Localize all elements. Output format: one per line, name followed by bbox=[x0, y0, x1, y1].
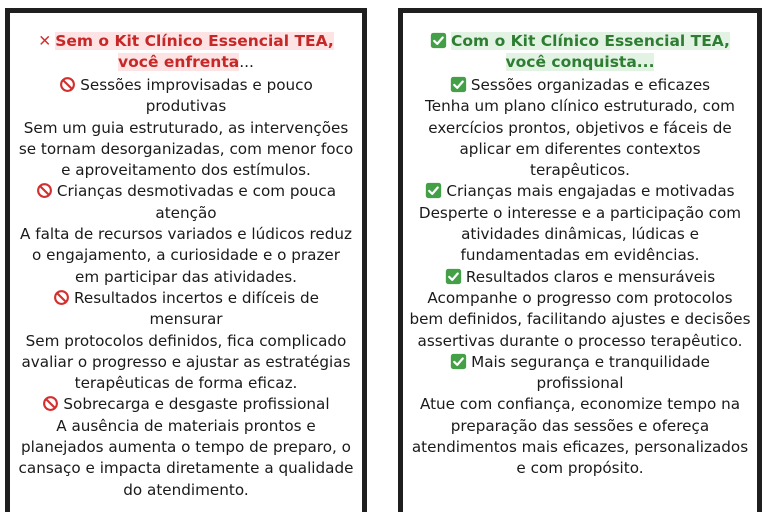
benefit-description: Atue com confiança, economize tempo na preparação das sessões e ofereça atendimentos mais eficazes, personalizados e com propósito. bbox=[411, 395, 749, 478]
benefit-item bbox=[409, 352, 751, 480]
benefit-item bbox=[409, 181, 751, 266]
benefit-description: Acompanhe o progresso com protocolos bem definidos, facilitando ajustes e decisões assertivas durante o processo terapêutico. bbox=[409, 288, 751, 350]
benefit-item bbox=[409, 267, 751, 352]
cross-mark-icon: ✕ bbox=[38, 32, 52, 50]
benefit-item bbox=[409, 75, 751, 181]
problem-description: A falta de recursos variados e lúdicos reduz o engajamento, a curiosidade e o prazer em participar das atividades. bbox=[20, 225, 352, 286]
benefit-description: Tenha um plano clínico estruturado, com exercícios prontos, objetivos e fáceis de aplicar em diferentes contextos terapêuticos. bbox=[425, 97, 735, 180]
problem-heading: Resultados incertos e difíceis de mensurar bbox=[74, 288, 319, 329]
problem-description: Sem um guia estruturado, as intervenções se tornam desorganizadas, com menor foco e aproveitamento dos estímulos. bbox=[18, 118, 354, 180]
problem-item bbox=[18, 394, 354, 500]
benefit-heading: Mais segurança e tranquilidade profissional bbox=[471, 352, 710, 393]
problem-heading: Crianças desmotivadas e com pouca atenção bbox=[56, 182, 337, 222]
check-box-icon bbox=[445, 268, 462, 285]
problem-description: Sem protocolos definidos, fica complicado avaliar o progresso e ajustar as estratégias terapêuticas de forma eficaz. bbox=[21, 331, 351, 393]
problems-title: ✕ Sem o Kit Clínico Essencial TEA, você enfrenta... bbox=[38, 32, 334, 71]
check-box-icon bbox=[425, 182, 442, 199]
check-box-icon bbox=[450, 353, 467, 370]
problem-description: A ausência de materiais prontos e planejados aumenta o tempo de preparo, o cansaço e impacta diretamente a qualidade do atendimento. bbox=[18, 416, 354, 499]
check-box-icon bbox=[430, 32, 447, 49]
benefit-heading: Crianças mais engajadas e motivadas bbox=[446, 182, 735, 201]
problem-heading: Sobrecarga e desgaste profissional bbox=[63, 395, 330, 414]
problem-item bbox=[18, 288, 354, 394]
problem-item bbox=[18, 181, 354, 287]
benefits-card bbox=[398, 8, 762, 512]
problem-heading: Sessões improvisadas e pouco produtivas bbox=[80, 76, 313, 116]
problems-card bbox=[5, 8, 367, 512]
prohibited-icon bbox=[36, 182, 53, 199]
benefit-heading: Resultados claros e mensuráveis bbox=[465, 267, 716, 286]
benefit-description: Desperte o interesse e a participação com atividades dinâmicas, lúdicas e fundamentadas em evidências. bbox=[418, 203, 742, 265]
problem-item bbox=[18, 75, 354, 181]
benefit-heading: Sessões organizadas e eficazes bbox=[470, 76, 711, 94]
prohibited-icon bbox=[53, 289, 70, 306]
prohibited-icon bbox=[42, 395, 59, 412]
prohibited-icon bbox=[59, 76, 76, 93]
benefits-title: Com o Kit Clínico Essencial TEA, você conquista... bbox=[409, 31, 751, 73]
check-box-icon bbox=[450, 76, 467, 93]
